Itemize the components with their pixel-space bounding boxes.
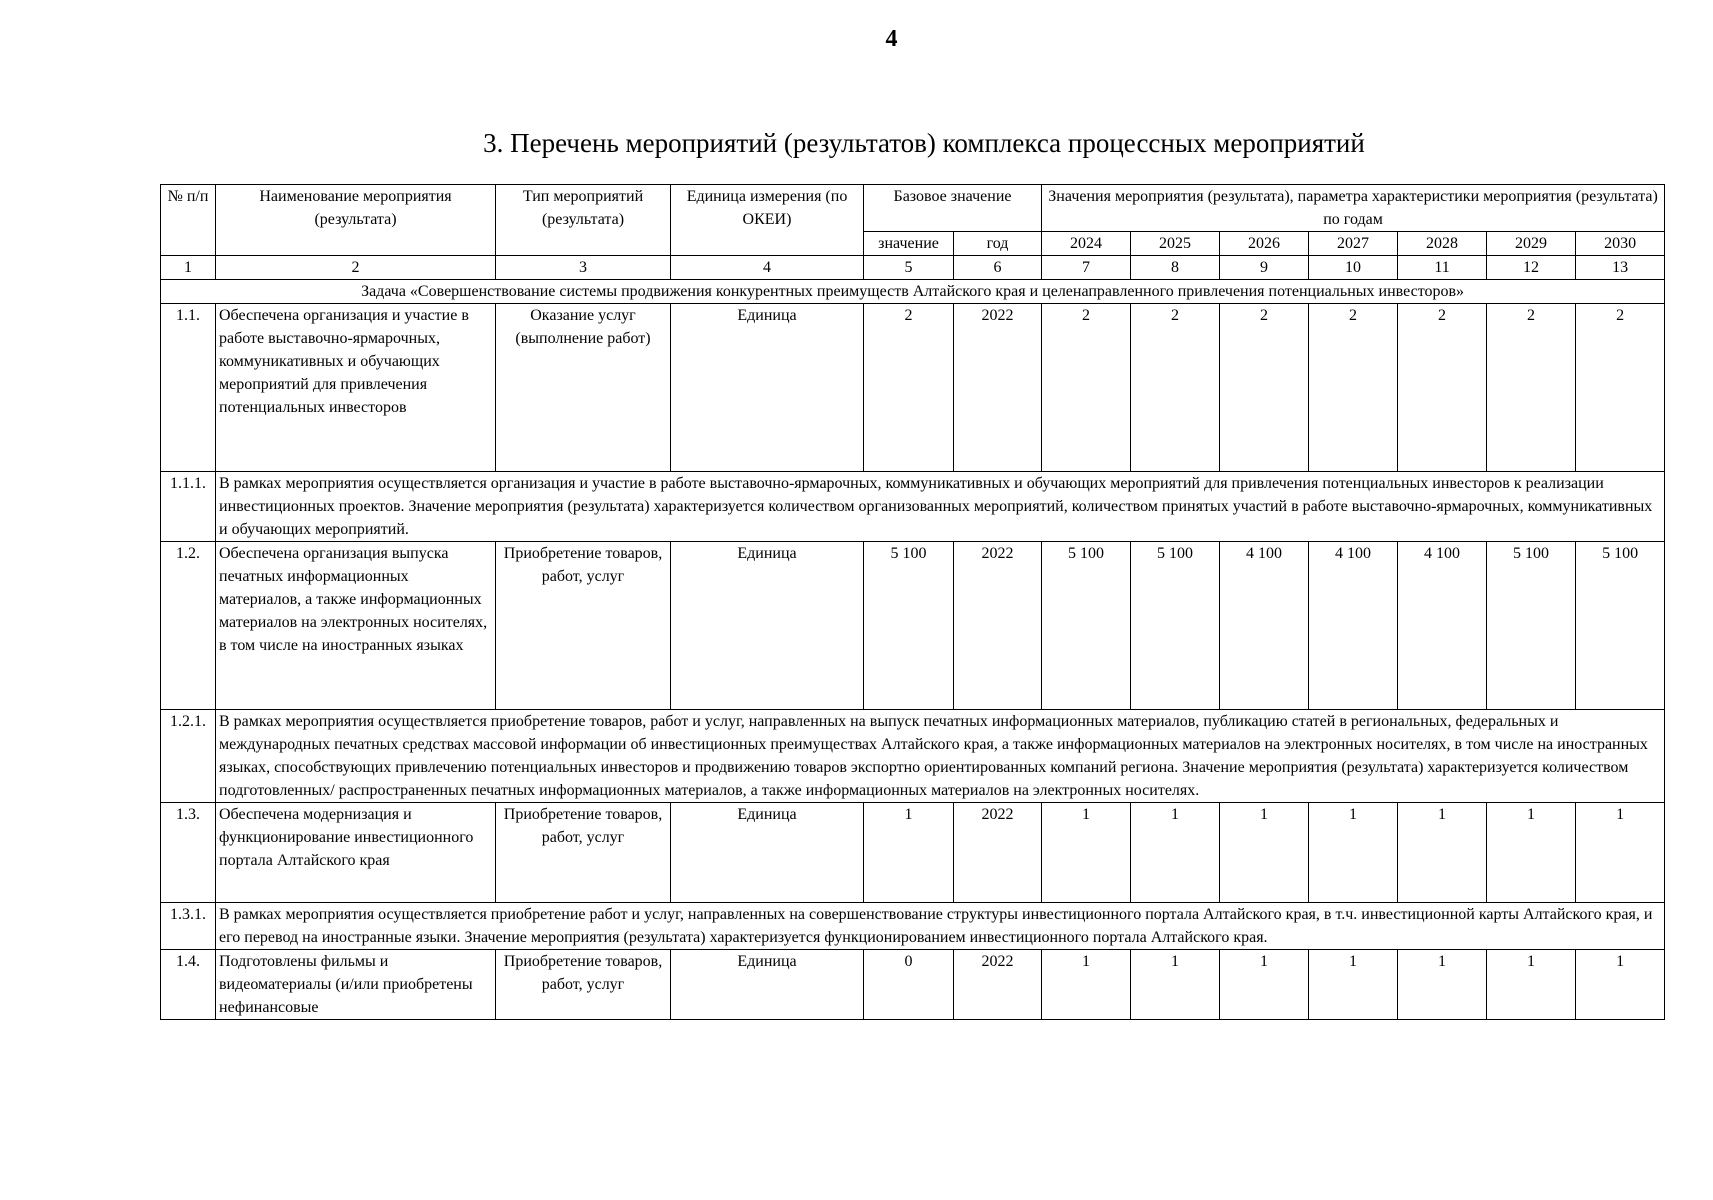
column-number: 3	[496, 256, 671, 280]
row-year-value: 5 100	[1131, 542, 1220, 710]
table-row	[161, 803, 1665, 903]
description-row	[161, 710, 1665, 803]
column-number: 12	[1487, 256, 1576, 280]
row-year-value: 4 100	[1309, 542, 1398, 710]
row-year-value: 1	[1576, 803, 1665, 903]
header-year: 2028	[1398, 232, 1487, 256]
column-number: 2	[216, 256, 496, 280]
row-type: Приобретение товаров, работ, услуг	[496, 803, 671, 903]
description-num: 1.1.1.	[161, 472, 216, 542]
header-values: Значения мероприятия (результата), параметра характеристики мероприятия (результата) по годам	[1042, 185, 1665, 232]
page-title: 3. Перечень мероприятий (результатов) комплекса процессных мероприятий	[483, 128, 1365, 158]
column-number: 13	[1576, 256, 1665, 280]
row-year-value: 2	[1576, 304, 1665, 472]
row-name: Обеспечена модернизация и функционирование инвестиционного портала Алтайского края	[216, 803, 496, 903]
row-year-value: 4 100	[1220, 542, 1309, 710]
row-base-value: 0	[864, 950, 954, 1020]
row-year-value: 1	[1220, 803, 1309, 903]
header-year: 2024	[1042, 232, 1131, 256]
row-year-value: 1	[1042, 803, 1131, 903]
header-year: 2026	[1220, 232, 1309, 256]
header-num: № п/п	[161, 185, 216, 256]
row-year-value: 1	[1042, 950, 1131, 1020]
header-year: 2029	[1487, 232, 1576, 256]
row-num: 1.4.	[161, 950, 216, 1020]
row-base-year: 2022	[954, 950, 1042, 1020]
row-unit: Единица	[671, 803, 864, 903]
row-year-value: 2	[1131, 304, 1220, 472]
column-number: 7	[1042, 256, 1131, 280]
column-number: 9	[1220, 256, 1309, 280]
column-number: 11	[1398, 256, 1487, 280]
header-base-year: год	[954, 232, 1042, 256]
row-year-value: 1	[1398, 950, 1487, 1020]
row-year-value: 2	[1042, 304, 1131, 472]
row-year-value: 1	[1309, 950, 1398, 1020]
column-number: 8	[1131, 256, 1220, 280]
row-year-value: 1	[1576, 950, 1665, 1020]
row-base-year: 2022	[954, 542, 1042, 710]
description-text: В рамках мероприятия осуществляется приобретение работ и услуг, направленных на совершенствование структуры инвестиционного портала Алтайского края, в т.ч. инвестиционной карты Алтайского края, и его перевод на иностранные языки. Значение мероприятия (результата) характеризуется функционированием инвестиционного портала Алтайского края.	[216, 903, 1665, 950]
row-year-value: 4 100	[1398, 542, 1487, 710]
row-year-value: 1	[1487, 803, 1576, 903]
table-row	[161, 304, 1665, 472]
row-base-year: 2022	[954, 803, 1042, 903]
description-text: В рамках мероприятия осуществляется приобретение товаров, работ и услуг, направленных на выпуск печатных информационных материалов, публикацию статей в региональных, федеральных и международных печатных средствах массовой информации об инвестиционных преимуществах Алтайского края, а также информационных материалов на электронных носителях, в том числе на иностранных языках, способствующих привлечению потенциальных инвесторов и продвижению товаров экспортно ориентированных компаний региона. Значение мероприятия (результата) характеризуется количеством подготовленных/ распространенных печатных информационных материалов, а также информационных материалов на электронных носителях.	[216, 710, 1665, 803]
description-num: 1.2.1.	[161, 710, 216, 803]
row-year-value: 5 100	[1487, 542, 1576, 710]
header-year: 2027	[1309, 232, 1398, 256]
column-number: 1	[161, 256, 216, 280]
row-year-value: 1	[1398, 803, 1487, 903]
task-row	[161, 280, 1665, 304]
row-year-value: 2	[1398, 304, 1487, 472]
description-row	[161, 472, 1665, 542]
row-type: Оказание услуг (выполнение работ)	[496, 304, 671, 472]
column-number: 4	[671, 256, 864, 280]
description-row	[161, 903, 1665, 950]
row-unit: Единица	[671, 542, 864, 710]
row-year-value: 2	[1487, 304, 1576, 472]
header-base: Базовое значение	[864, 185, 1042, 232]
row-num: 1.3.	[161, 803, 216, 903]
row-year-value: 1	[1487, 950, 1576, 1020]
row-unit: Единица	[671, 304, 864, 472]
row-unit: Единица	[671, 950, 864, 1020]
header-year: 2030	[1576, 232, 1665, 256]
row-year-value: 5 100	[1042, 542, 1131, 710]
row-name: Обеспечена организация и участие в работе выставочно-ярмарочных, коммуникативных и обучающих мероприятий для привлечения потенциальных инвесторов	[216, 304, 496, 472]
row-num: 1.1.	[161, 304, 216, 472]
row-name: Подготовлены фильмы и видеоматериалы (и/или приобретены нефинансовые	[216, 950, 496, 1020]
row-year-value: 5 100	[1576, 542, 1665, 710]
description-num: 1.3.1.	[161, 903, 216, 950]
row-year-value: 1	[1131, 950, 1220, 1020]
row-base-value: 5 100	[864, 542, 954, 710]
header-type: Тип мероприятий (результата)	[496, 185, 671, 256]
row-name: Обеспечена организация выпуска печатных информационных материалов, а также информационных материалов на электронных носителях, в том числе на иностранных языках	[216, 542, 496, 710]
row-base-value: 1	[864, 803, 954, 903]
row-year-value: 1	[1131, 803, 1220, 903]
row-type: Приобретение товаров, работ, услуг	[496, 542, 671, 710]
header-row	[161, 185, 1665, 232]
row-type: Приобретение товаров, работ, услуг	[496, 950, 671, 1020]
header-base-value: значение	[864, 232, 954, 256]
task-text: Задача «Совершенствование системы продвижения конкурентных преимуществ Алтайского края и целенаправленного привлечения потенциальных инвесторов»	[161, 280, 1665, 304]
column-number: 6	[954, 256, 1042, 280]
header-name: Наименование мероприятия (результата)	[216, 185, 496, 256]
table-row	[161, 950, 1665, 1020]
row-base-value: 2	[864, 304, 954, 472]
table-row	[161, 542, 1665, 710]
row-year-value: 1	[1220, 950, 1309, 1020]
row-num: 1.2.	[161, 542, 216, 710]
header-unit: Единица измерения (по ОКЕИ)	[671, 185, 864, 256]
page-number: 4	[885, 26, 898, 52]
row-year-value: 2	[1309, 304, 1398, 472]
activities-table	[160, 184, 1665, 1020]
row-year-value: 2	[1220, 304, 1309, 472]
header-year: 2025	[1131, 232, 1220, 256]
column-number: 10	[1309, 256, 1398, 280]
row-base-year: 2022	[954, 304, 1042, 472]
column-number: 5	[864, 256, 954, 280]
row-year-value: 1	[1309, 803, 1398, 903]
column-number-row	[161, 256, 1665, 280]
description-text: В рамках мероприятия осуществляется организация и участие в работе выставочно-ярмарочных, коммуникативных и обучающих мероприятий для привлечения потенциальных инвесторов к реализации инвестиционных проектов. Значение мероприятия (результата) характеризуется количеством организованных мероприятий, количеством принятых участий в работе выставочно-ярмарочных, коммуникативных и обучающих мероприятий.	[216, 472, 1665, 542]
